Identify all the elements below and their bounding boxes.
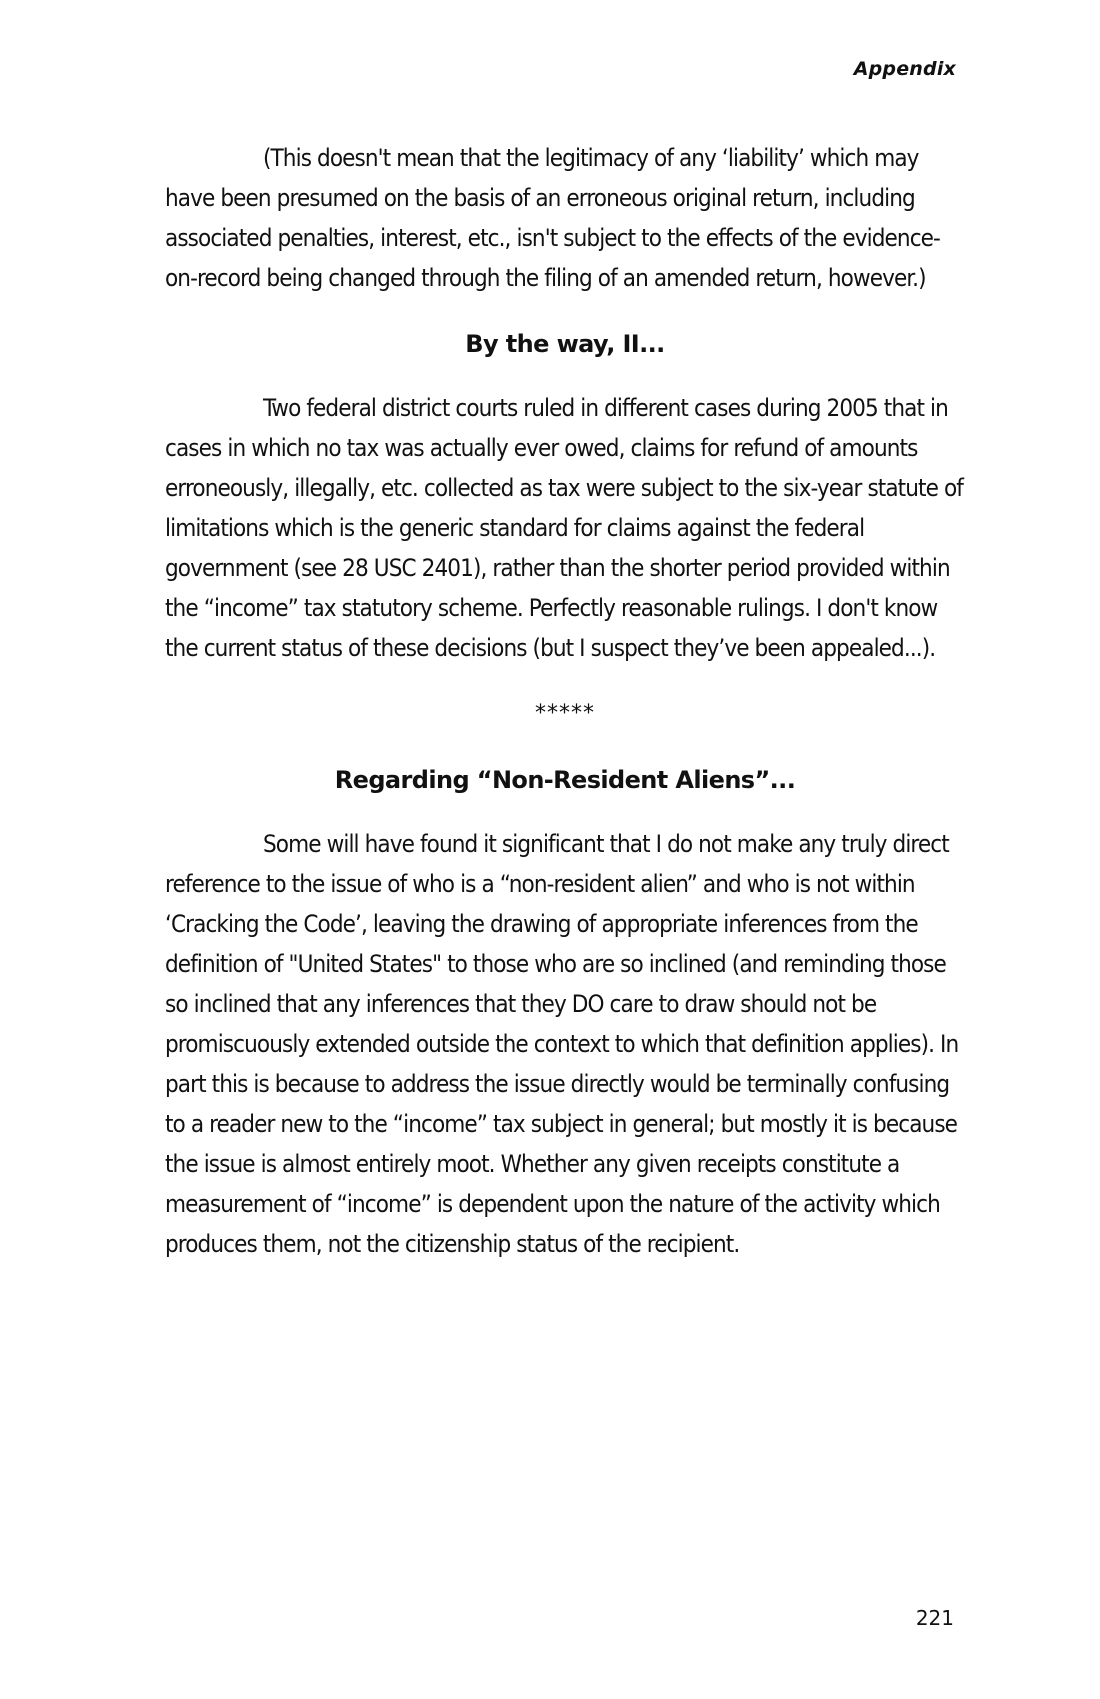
- paragraph-amended-return: (This doesn't mean that the legitimacy of any ‘liability’ which may have been presumed on the basis of an erroneous original return, including associated penalties, interest, etc., isn't subject to the effects of the evidence-on-record being changed through the filing of an amended return, however.): [165, 144, 940, 292]
- paragraph-district-courts: Two federal district courts ruled in different cases during 2005 that in cases in which no tax was actually ever owed, claims for refund of amounts erroneously, illegally, etc. collected as tax were subject to the six-year statute of limitations which is the generic standard for claims against the federal government (see 28 USC 2401), rather than the shorter period provided within the “income” tax statutory scheme. Perfectly reasonable rulings. I don't know the current status of these decisions (but I suspect they’ve been appealed...).: [165, 394, 963, 662]
- section-heading-non-resident-aliens: Regarding “Non-Resident Aliens”...: [334, 766, 796, 794]
- running-head: Appendix: [853, 58, 956, 80]
- section-heading-by-the-way: By the way, II...: [465, 330, 665, 358]
- paragraph-non-resident-aliens: Some will have found it significant that I do not make any truly direct reference to the issue of who is a “non-resident alien” and who is not within ‘Cracking the Code’, leaving the drawing of appropriate inferences from the definition of "United States" to those who are so inclined (and reminding those so inclined that any inferences that they DO care to draw should not be promiscuously extended outside the context to which that definition applies). In part this is because to address the issue directly would be terminally confusing to a reader new to the “income” tax subject in general; but mostly it is because the issue is almost entirely moot. Whether any given receipts constitute a measurement of “income” is dependent upon the nature of the activity which produces them, not the citizenship status of the recipient.: [165, 830, 959, 1258]
- page-number: 221: [915, 1606, 954, 1630]
- page-body: [165, 138, 965, 1264]
- section-separator: *****: [535, 701, 595, 726]
